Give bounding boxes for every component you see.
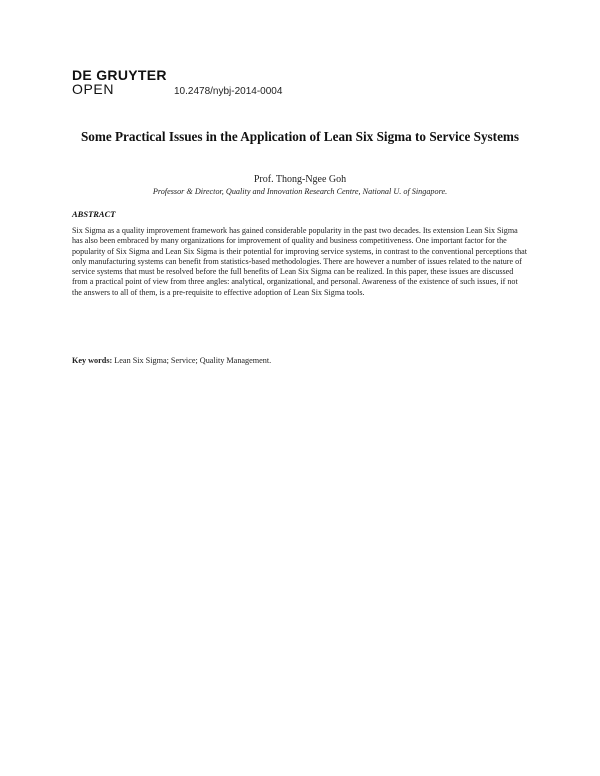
publisher-logo-line1: DE GRUYTER [72, 67, 167, 83]
doi-text: 10.2478/nybj-2014-0004 [174, 86, 283, 97]
paper-title: Some Practical Issues in the Application of Lean Six Sigma to Service Systems [80, 129, 520, 144]
publisher-logo [72, 68, 167, 96]
keywords [72, 356, 528, 365]
publisher-logo-line2: OPEN [72, 81, 115, 97]
author-affiliation: Professor & Director, Quality and Innovation Research Centre, National U. of Singapore. [152, 187, 448, 196]
abstract-heading: ABSTRACT [72, 209, 116, 219]
abstract-text: Six Sigma as a quality improvement framework has gained considerable popularity in the past two decades. Its extension Lean Six Sigma has also been embraced by many organizations for improvement of quality and business competitiveness. One important factor for the popularity of Six Sigma and Lean Six Sigma is their potential for improving service systems, in contrast to the conventional perceptions that only manufacturing systems can benefit from statistics-based methodologies. There are however a number of issues related to the nature of service systems that must be resolved before the full benefits of Lean Six Sigma can be realized. In this paper, these issues are discussed from a practical point of view from three angles: analytical, organizational, and personal. Awareness of the existence of such issues, if not the answers to all of them, is a pre-requisite to effective adoption of Lean Six Sigma tools. [72, 226, 527, 297]
keywords-label: Key words: [72, 356, 113, 365]
author-name: Prof. Thong-Ngee Goh [253, 174, 347, 185]
keywords-text: Lean Six Sigma; Service; Quality Management. [114, 356, 272, 365]
